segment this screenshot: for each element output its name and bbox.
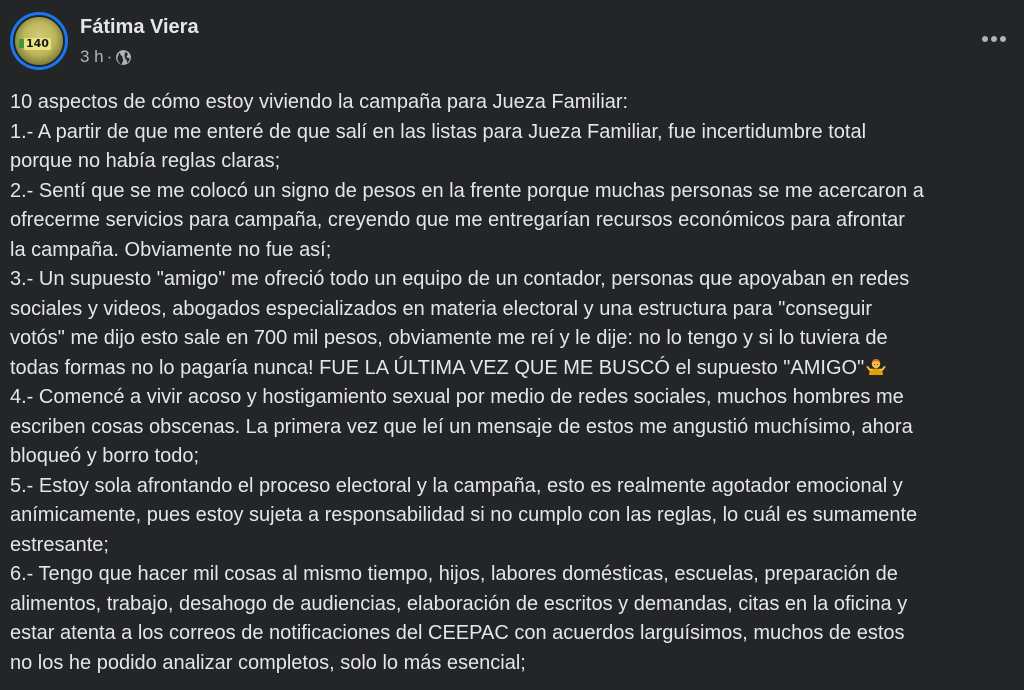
post-line: la campaña. Obviamente no fue así; [10,238,332,261]
post-line: 2.- Sentí que se me colocó un signo de pesos en la frente porque muchas personas se me acercaron a [10,179,924,202]
post-line: alimentos, trabajo, desahogo de audiencias, elaboración de escritos y demandas, citas en la oficina y [10,592,908,615]
post-line-with-emoji [10,354,1024,384]
post-line: votós" me dijo esto sale en 700 mil pesos, obviamente me reí y le dije: no lo tengo y si lo tuviera de [10,327,888,349]
post-line: 4.- Comencé a vivir acoso y hostigamiento sexual por medio de redes sociales, muchos hombres me [10,386,904,408]
globe-icon[interactable] [115,49,132,66]
avatar-badge-number: 140 [26,37,49,50]
meta-separator: · [106,47,113,66]
post-line: 10 aspectos de cómo estoy viviendo la campaña para Jueza Familiar: [10,91,629,113]
post-line: 6.- Tengo que hacer mil cosas al mismo tiempo, hijos, labores domésticas, escuelas, preparación de [10,563,898,585]
post-line: estar atenta a los correos de notificaciones del CEEPAC con acuerdos larguísimos, muchos de estos [10,622,905,644]
post-timestamp[interactable]: 3 h [80,47,104,66]
post-line: bloqueó y borro todo; [10,445,200,467]
person-shrugging-emoji [866,357,886,377]
post-line: 1.- A partir de que me enteré de que salí en las listas para Jueza Familiar, fue incertidumbre total [10,120,867,143]
post-text [10,88,1024,678]
post-meta [80,46,132,68]
post-line: sociales y videos, abogados especializados en materia electoral y una estructura para "conseguir [10,297,873,320]
post-line: anímicamente, pues estoy sujeta a responsabilidad si no cumplo con las reglas, lo cuál es sumamente [10,504,918,526]
post-line: estresante; [10,533,109,556]
post-line: 5.- Estoy sola afrontando el proceso electoral y la campaña, esto es realmente agotador emocional y [10,474,903,497]
post-line: no los he podido analizar completos, solo lo más esencial; [10,651,526,674]
author-name[interactable]: Fátima Viera [80,16,199,38]
post-line: escriben cosas obscenas. La primera vez que leí un mensaje de estos me angustió muchísimo, ahora [10,415,913,438]
more-horizontal-icon [981,35,1007,43]
avatar-image [13,15,65,67]
more-options-button[interactable] [976,26,1012,52]
post-line: porque no había reglas claras; [10,150,281,172]
post-line: ofrecerme servicios para campaña, creyendo que me entregarían recursos económicos para afrontar [10,209,905,231]
author-avatar[interactable] [10,12,68,70]
post-line-text: todas formas no lo pagaría nunca! FUE LA ÚLTIMA VEZ QUE ME BUSCÓ el supuesto "AMIGO" [10,356,865,379]
post-header [0,0,1024,84]
post-line: 3.- Un supuesto "amigo" me ofreció todo un equipo de un contador, personas que apoyaban en redes [10,268,910,290]
